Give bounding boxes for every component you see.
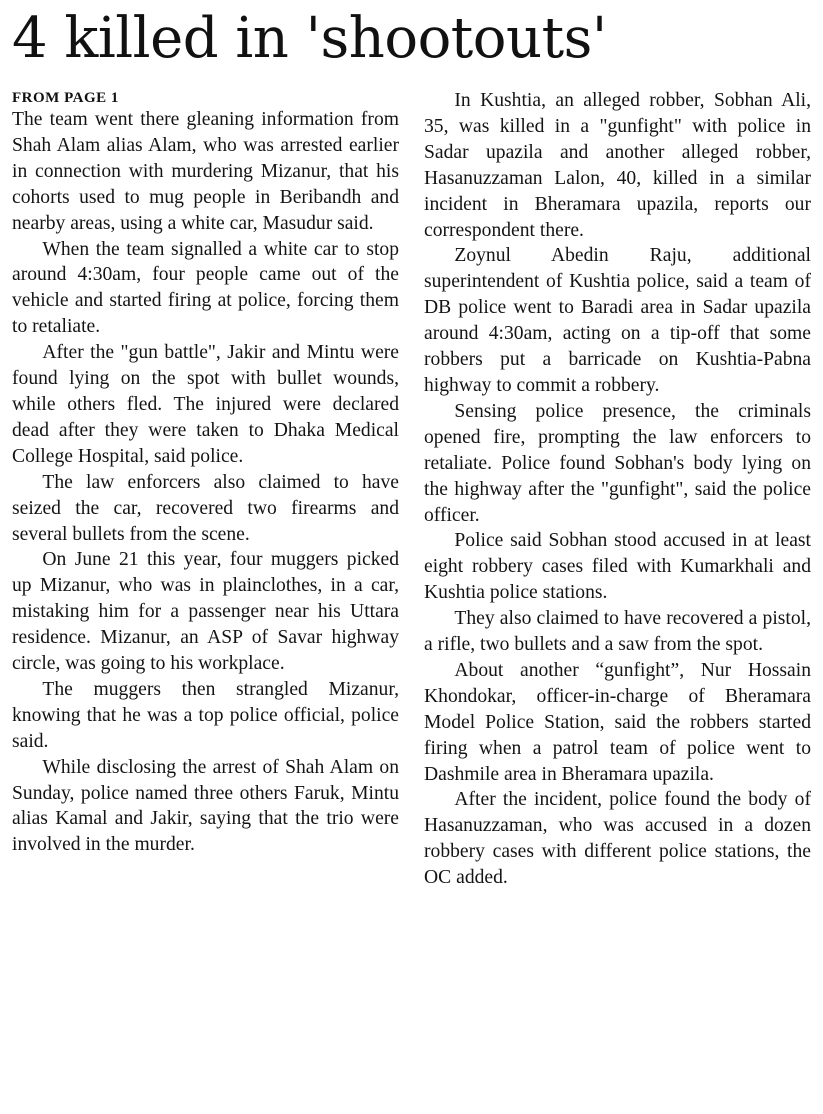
paragraph: Zoynul Abedin Raju, additional superintendent of Kushtia police, said a team of DB police went to Baradi area in Sadar upazila around 4:30am, acting on a tip-off that some robbers put a barricade on Kushtia-Pabna highway to commit a robbery. xyxy=(424,245,811,396)
paragraph: The team went there gleaning information from Shah Alam alias Alam, who was arrested earlier in connection with murdering Mizanur, that his cohorts used to mug people in Beribandh and nearby areas, using a white car, Masudur said. xyxy=(12,109,399,234)
paragraph: When the team signalled a white car to stop around 4:30am, four people came out of the vehicle and started firing at police, forcing them to retaliate. xyxy=(12,238,399,338)
left-column xyxy=(12,88,399,1108)
paragraph: After the incident, police found the body of Hasanuzzaman, who was accused in a dozen robbery cases with different police stations, the OC added. xyxy=(424,789,811,889)
article-body xyxy=(12,88,811,1108)
paragraph: Police said Sobhan stood accused in at least eight robbery cases filed with Kumarkhali and Kushtia police stations. xyxy=(424,530,811,604)
paragraph: On June 21 this year, four muggers picked up Mizanur, who was in plainclothes, in a car, mistaking him for a passenger near his Uttara residence. Mizanur, an ASP of Savar highway circle, was going to his workplace. xyxy=(12,549,399,675)
paragraph: The law enforcers also claimed to have seized the car, recovered two firearms and several bullets from the scene. xyxy=(12,471,399,545)
paragraph: After the "gun battle", Jakir and Mintu were found lying on the spot with bullet wounds, while others fled. The injured were declared dead after they were taken to Dhaka Medical College Hospital, said police. xyxy=(12,342,399,467)
jump-label: FROM PAGE 1 xyxy=(12,90,119,106)
paragraph: The muggers then strangled Mizanur, knowing that he was a top police official, police said. xyxy=(12,678,399,752)
paragraph: Sensing police presence, the criminals opened fire, prompting the law enforcers to retaliate. Police found Sobhan's body lying on the highway after the "gunfight", said the police officer. xyxy=(424,400,811,526)
paragraph: About another “gunfight”, Nur Hossain Khondokar, officer-in-charge of Bheramara Model Police Station, said the robbers started firing when a patrol team of police went to Dashmile area in Bheramara upazila. xyxy=(424,659,811,785)
right-column xyxy=(424,88,811,1108)
paragraph: In Kushtia, an alleged robber, Sobhan Ali, 35, was killed in a "gunfight" with police in Sadar upazila and another alleged robber, Hasanuzzaman Lalon, 40, killed in a similar incident in Bheramara upazila, reports our correspondent there. xyxy=(424,90,811,241)
paragraph: While disclosing the arrest of Shah Alam on Sunday, police named three others Faruk, Mintu alias Kamal and Jakir, saying that the trio were involved in the murder. xyxy=(12,756,399,856)
headline: 4 killed in 'shootouts' xyxy=(12,6,607,71)
paragraph: They also claimed to have recovered a pistol, a rifle, two bullets and a saw from the spot. xyxy=(424,608,811,656)
